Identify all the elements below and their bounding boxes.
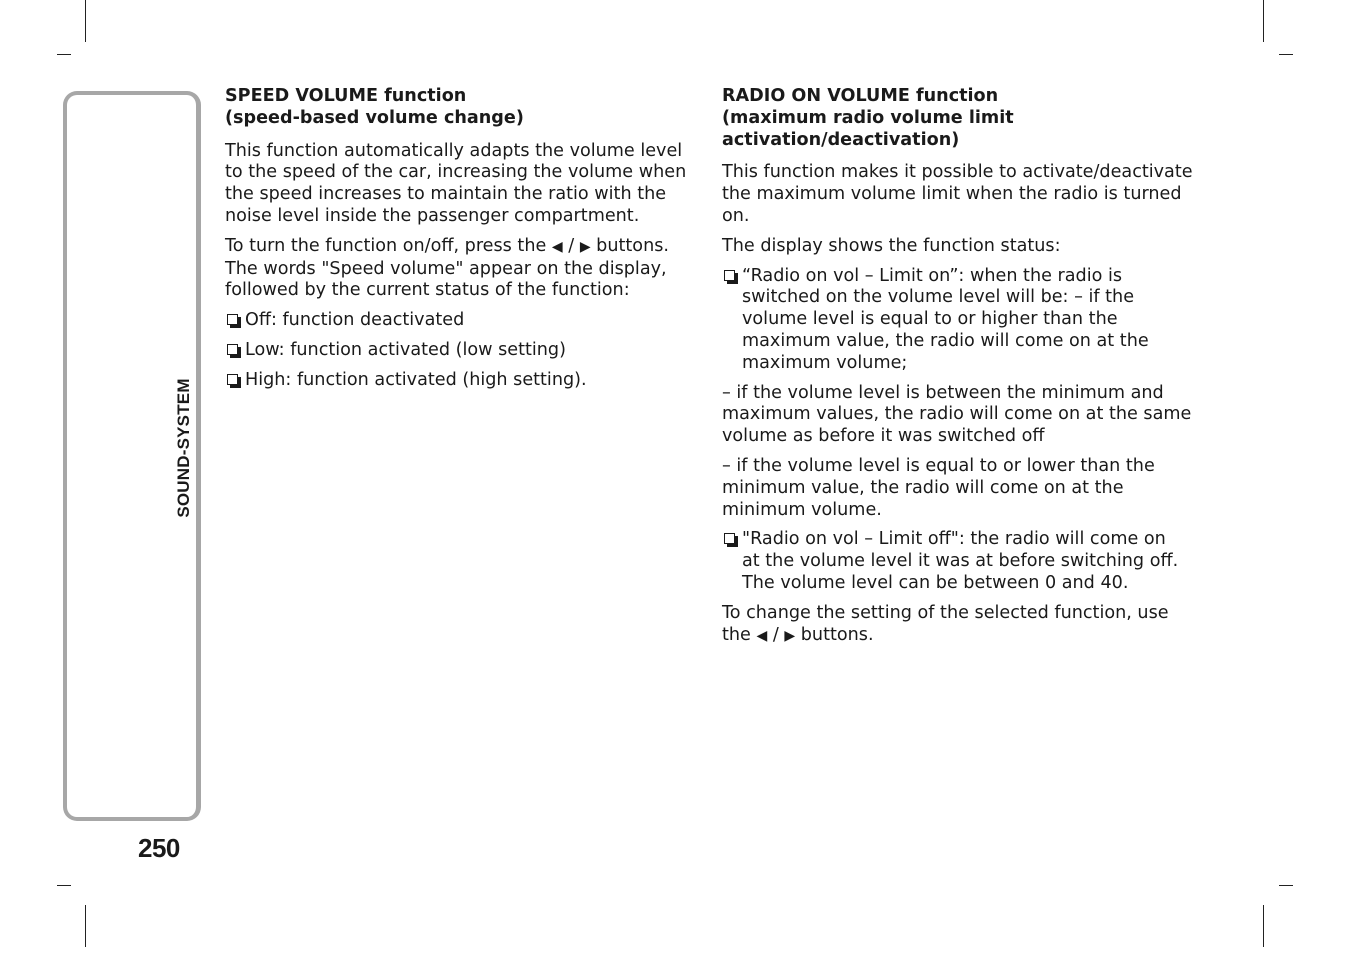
speed-volume-heading: SPEED VOLUME function (speed-based volume change) — [225, 86, 524, 128]
checkbox-bullet-icon — [227, 344, 238, 355]
crop-mark — [1263, 905, 1264, 947]
speed-volume-instructions: To turn the function on/off, press the ◀ / ▶ buttons. The words "Speed volume" appear on the display, followed by the current status of the function: — [225, 235, 669, 301]
checkbox-bullet-icon — [724, 533, 735, 544]
list-item: “Radio on vol – Limit on”: when the radio is switched on the volume level will be: – if the volume level is equal to or higher than the maximum value, the radio will come on at the maximum volume; — [722, 266, 1192, 375]
section-label: SOUND-SYSTEM — [174, 378, 193, 518]
left-arrow-icon: ◀ — [756, 627, 768, 644]
checkbox-bullet-icon — [724, 270, 735, 281]
crop-mark — [1279, 54, 1293, 55]
list-item: Low: function activated (low setting) — [225, 340, 693, 362]
speed-volume-description: This function automatically adapts the volume level to the speed of the car, increasing the volume when the speed increases to maintain the ratio with the noise level inside the passenger compartment. — [225, 140, 687, 226]
between-values-text: – if the volume level is between the minimum and maximum values, the radio will come on at the same volume as before it was switched off — [722, 382, 1192, 447]
crop-mark — [1263, 0, 1264, 42]
checkbox-bullet-icon — [227, 314, 238, 325]
left-arrow-icon: ◀ — [551, 238, 563, 255]
crop-mark — [85, 905, 86, 947]
page-number: 250 — [138, 833, 180, 863]
display-status-text: The display shows the function status: — [722, 235, 1061, 256]
change-setting-text: To change the setting of the selected function, use the ◀ / ▶ buttons. — [722, 602, 1169, 645]
left-column — [225, 86, 693, 400]
radio-on-volume-heading: RADIO ON VOLUME function (maximum radio volume limit activation/deactivation) — [722, 86, 1014, 150]
right-arrow-icon: ▶ — [579, 238, 591, 255]
list-item: "Radio on vol – Limit off": the radio will come on at the volume level it was at before switching off. The volume level can be between 0 and 40. — [722, 529, 1192, 594]
checkbox-bullet-icon — [227, 374, 238, 385]
radio-on-volume-description: This function makes it possible to activate/deactivate the maximum volume limit when the radio is turned on. — [722, 162, 1193, 226]
right-arrow-icon: ▶ — [784, 627, 796, 644]
list-item: High: function activated (high setting). — [225, 370, 693, 392]
crop-mark — [57, 885, 71, 886]
crop-mark — [57, 54, 71, 55]
list-item: Off: function deactivated — [225, 310, 693, 332]
crop-mark — [85, 0, 86, 42]
crop-mark — [1279, 885, 1293, 886]
right-column — [722, 86, 1192, 655]
lower-than-minimum-text: – if the volume level is equal to or lower than the minimum value, the radio will come on at the minimum volume. — [722, 455, 1155, 520]
